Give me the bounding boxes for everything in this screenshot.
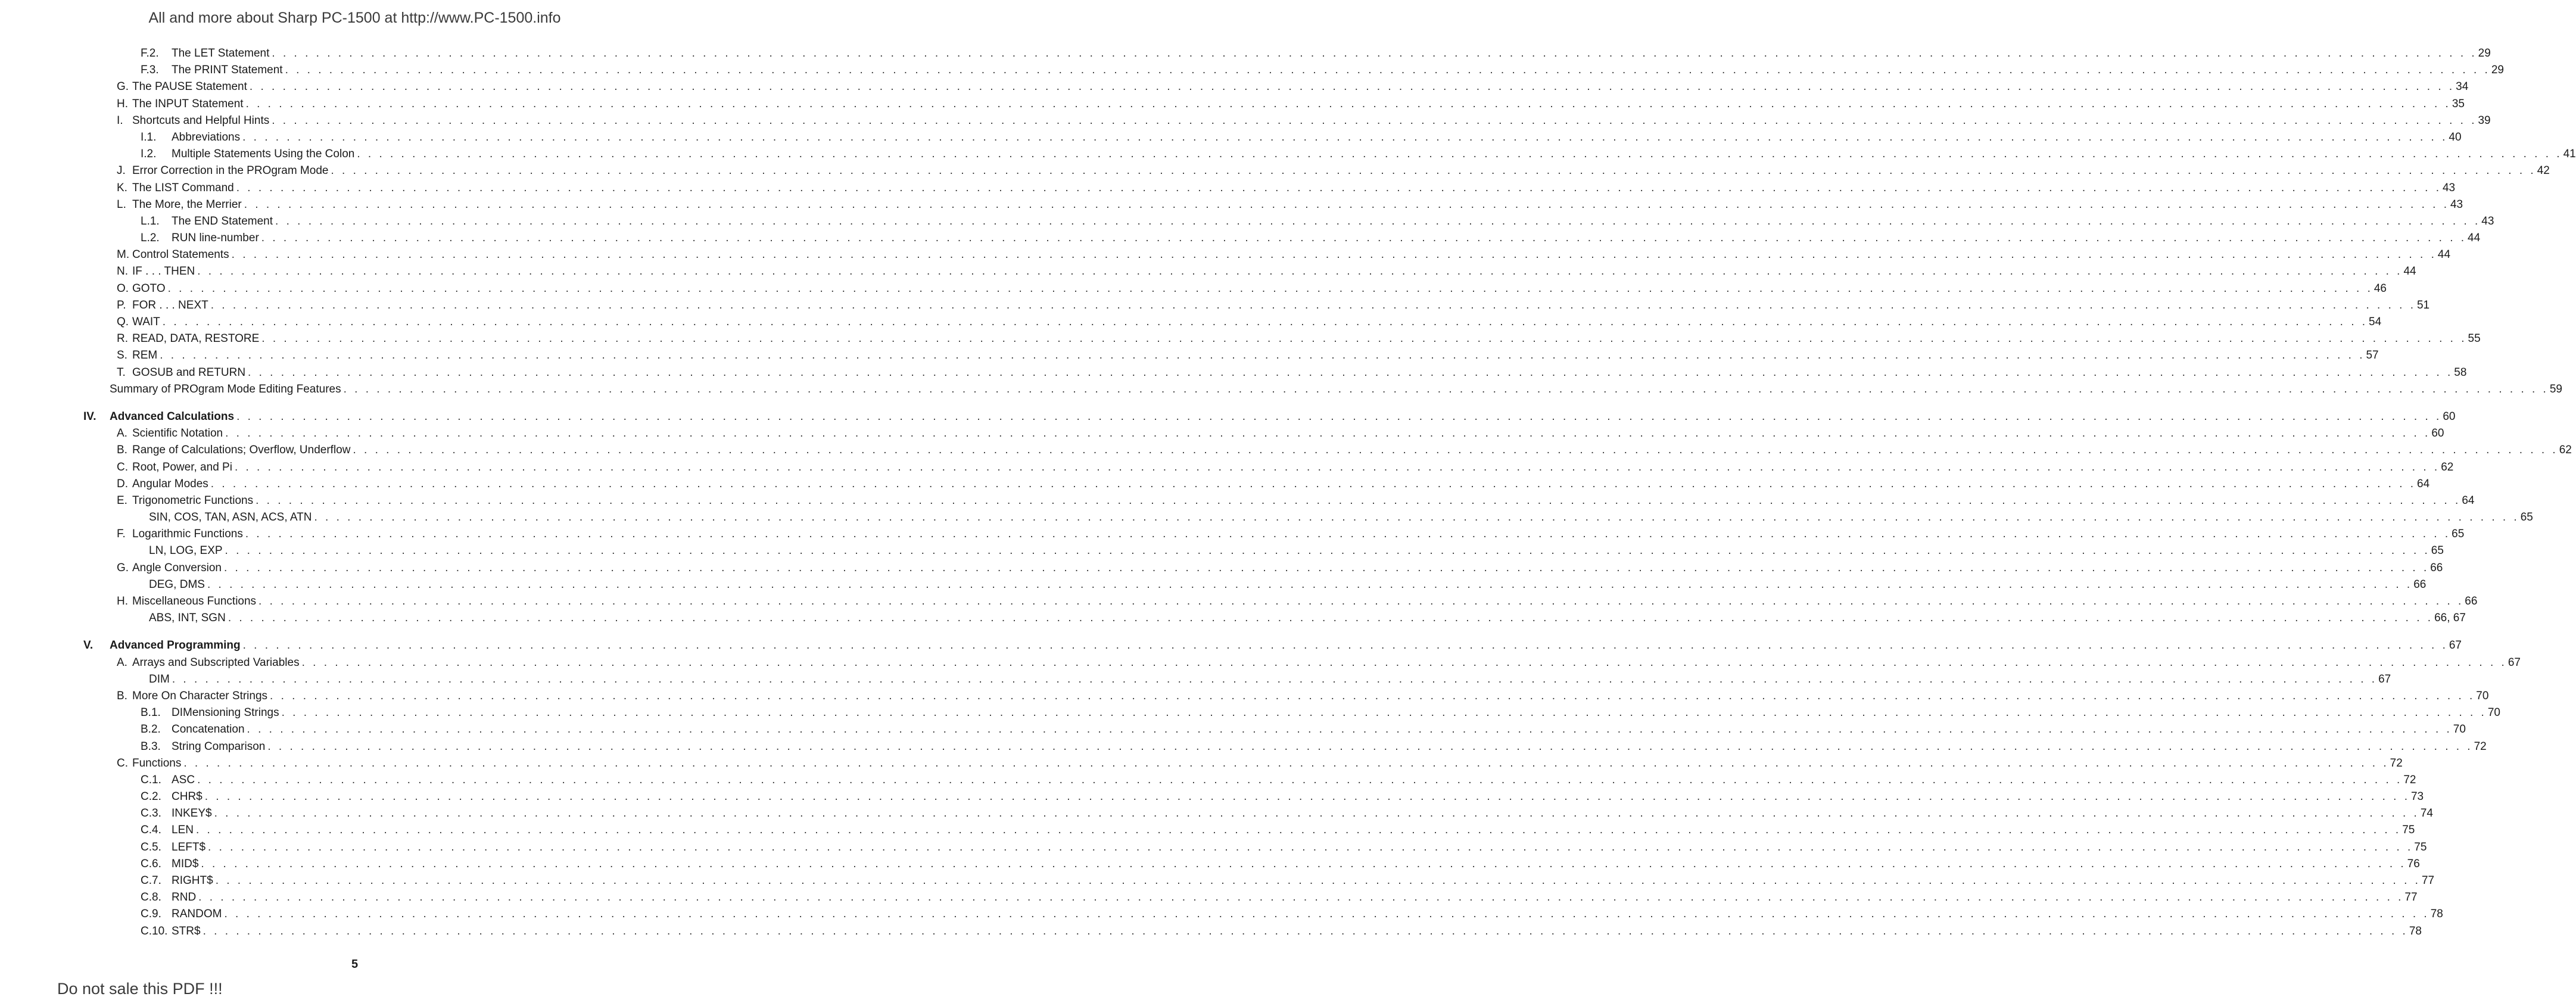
toc-entry-title: SIN, COS, TAN, ASN, ACS, ATN <box>149 509 314 526</box>
dot-leader: . . . . . . . . . . . . . . . . . . . . . . . . . . . . . . . . . . . . . . . . . . . . . . . . . . . . . . . . . . . . . . . . . . . . . . . . . . . . . . . . . . . . . . . . . . . . . . . . . . . . . . . . . . . . . . . . . . . . . . . . . . . . . . . . . . . . . . . . . . . . . . . . . . . . . . . . . . . . . . . . . . . . . . . . . . . . . . . . . . . . . . . . . . . . . . . . . . . . . . . . <box>256 494 2461 507</box>
toc-entry-label: C.8. <box>141 891 161 904</box>
toc-entry <box>83 146 2576 163</box>
toc-entry-label: F.2. <box>141 47 159 60</box>
toc-entry-title: Concatenation <box>172 721 247 738</box>
toc-entry-label: B.3. <box>141 740 161 753</box>
toc-entry-title: WAIT <box>132 314 163 331</box>
toc-entry-page: 43 <box>2441 180 2455 197</box>
toc-entry <box>83 493 2475 509</box>
toc-entry-label: O. <box>117 282 129 295</box>
toc-entry-label: D. <box>117 477 128 490</box>
toc-entry-page: 57 <box>2365 347 2378 364</box>
toc-entry-title: Advanced Programming <box>110 637 243 654</box>
toc-entry-label: C.7. <box>141 874 161 887</box>
toc-entry-label: B. <box>117 444 127 457</box>
toc-entry-title: The INPUT Statement <box>132 96 246 113</box>
dot-leader: . . . . . . . . . . . . . . . . . . . . . . . . . . . . . . . . . . . . . . . . . . . . . . . . . . . . . . . . . . . . . . . . . . . . . . . . . . . . . . . . . . . . . . . . . . . . . . . . . . . . . . . . . . . . . . . . . . . . . . . . . . . . . . . . . . . . . . . . . . . . . . . . . . . . . . . . . . . . . . . . . . . . . . . . . . . . . . . . . . . . . . . . . . . . . . . . . . . . . . . . <box>357 148 2562 161</box>
dot-leader: . . . . . . . . . . . . . . . . . . . . . . . . . . . . . . . . . . . . . . . . . . . . . . . . . . . . . . . . . . . . . . . . . . . . . . . . . . . . . . . . . . . . . . . . . . . . . . . . . . . . . . . . . . . . . . . . . . . . . . . . . . . . . . . . . . . . . . . . . . . . . . . . . . . . . . . . . . . . . . . . . . . . . . . . . . . . . . . . . . . . . . . . . . . . . . . . . . . . . . . . <box>172 672 2378 686</box>
toc-entry-label: S. <box>117 349 127 362</box>
toc-entry <box>83 509 2533 526</box>
toc-entry-title: DIM <box>149 671 172 688</box>
dot-leader: . . . . . . . . . . . . . . . . . . . . . . . . . . . . . . . . . . . . . . . . . . . . . . . . . . . . . . . . . . . . . . . . . . . . . . . . . . . . . . . . . . . . . . . . . . . . . . . . . . . . . . . . . . . . . . . . . . . . . . . . . . . . . . . . . . . . . . . . . . . . . . . . . . . . . . . . . . . . . . . . . . . . . . . . . . . . . . . . . . . . . . . . . . . . . . . . . . . . . . . . <box>214 807 2419 820</box>
dot-leader: . . . . . . . . . . . . . . . . . . . . . . . . . . . . . . . . . . . . . . . . . . . . . . . . . . . . . . . . . . . . . . . . . . . . . . . . . . . . . . . . . . . . . . . . . . . . . . . . . . . . . . . . . . . . . . . . . . . . . . . . . . . . . . . . . . . . . . . . . . . . . . . . . . . . . . . . . . . . . . . . . . . . . . . . . . . . . . . . . . . . . . . . . . . . . . . . . . . . . . . . <box>270 689 2475 702</box>
dot-leader: . . . . . . . . . . . . . . . . . . . . . . . . . . . . . . . . . . . . . . . . . . . . . . . . . . . . . . . . . . . . . . . . . . . . . . . . . . . . . . . . . . . . . . . . . . . . . . . . . . . . . . . . . . . . . . . . . . . . . . . . . . . . . . . . . . . . . . . . . . . . . . . . . . . . . . . . . . . . . . . . . . . . . . . . . . . . . . . . . . . . . . . . . . . . . . . . . . . . . . . . <box>242 639 2448 652</box>
toc-entry <box>83 560 2443 577</box>
dot-leader: . . . . . . . . . . . . . . . . . . . . . . . . . . . . . . . . . . . . . . . . . . . . . . . . . . . . . . . . . . . . . . . . . . . . . . . . . . . . . . . . . . . . . . . . . . . . . . . . . . . . . . . . . . . . . . . . . . . . . . . . . . . . . . . . . . . . . . . . . . . . . . . . . . . . . . . . . . . . . . . . . . . . . . . . . . . . . . . . . . . . . . . . . . . . . . . . . . . . . . . . <box>247 723 2452 736</box>
toc-entry <box>83 873 2435 889</box>
toc-entry-title: ASC <box>172 772 197 789</box>
toc-entry-title: REM <box>132 347 160 364</box>
toc-entry-page: 29 <box>2477 45 2491 62</box>
toc-entry-label: L. <box>117 198 126 211</box>
dot-leader: . . . . . . . . . . . . . . . . . . . . . . . . . . . . . . . . . . . . . . . . . . . . . . . . . . . . . . . . . . . . . . . . . . . . . . . . . . . . . . . . . . . . . . . . . . . . . . . . . . . . . . . . . . . . . . . . . . . . . . . . . . . . . . . . . . . . . . . . . . . . . . . . . . . . . . . . . . . . . . . . . . . . . . . . . . . . . . . . . . . . . . . . . . . . . . . . . . . . . . . . <box>248 366 2453 379</box>
dot-leader: . . . . . . . . . . . . . . . . . . . . . . . . . . . . . . . . . . . . . . . . . . . . . . . . . . . . . . . . . . . . . . . . . . . . . . . . . . . . . . . . . . . . . . . . . . . . . . . . . . . . . . . . . . . . . . . . . . . . . . . . . . . . . . . . . . . . . . . . . . . . . . . . . . . . . . . . . . . . . . . . . . . . . . . . . . . . . . . . . . . . . . . . . . . . . . . . . . . . . . . . <box>204 790 2410 803</box>
toc-entry-page: 70 <box>2452 721 2466 738</box>
toc-entry-label: N. <box>117 265 128 278</box>
toc-entry-title: RUN line-number <box>172 230 261 247</box>
toc-entry-title: Trigonometric Functions <box>132 493 256 509</box>
toc-entry <box>83 96 2465 113</box>
toc-entry-page: 43 <box>2449 197 2463 213</box>
toc-entry-title: Arrays and Subscripted Variables <box>132 655 302 671</box>
dot-leader: . . . . . . . . . . . . . . . . . . . . . . . . . . . . . . . . . . . . . . . . . . . . . . . . . . . . . . . . . . . . . . . . . . . . . . . . . . . . . . . . . . . . . . . . . . . . . . . . . . . . . . . . . . . . . . . . . . . . . . . . . . . . . . . . . . . . . . . . . . . . . . . . . . . . . . . . . . . . . . . . . . . . . . . . . . . . . . . . . . . . . . . . . . . . . . . . . . . . . . . . <box>228 612 2434 625</box>
toc-entry-label: H. <box>117 595 128 608</box>
toc-entry <box>83 180 2456 197</box>
dot-leader: . . . . . . . . . . . . . . . . . . . . . . . . . . . . . . . . . . . . . . . . . . . . . . . . . . . . . . . . . . . . . . . . . . . . . . . . . . . . . . . . . . . . . . . . . . . . . . . . . . . . . . . . . . . . . . . . . . . . . . . . . . . . . . . . . . . . . . . . . . . . . . . . . . . . . . . . . . . . . . . . . . . . . . . . . . . . . . . . . . . . . . . . . . . . . . . . . . . . . . . . <box>353 444 2558 457</box>
dot-leader: . . . . . . . . . . . . . . . . . . . . . . . . . . . . . . . . . . . . . . . . . . . . . . . . . . . . . . . . . . . . . . . . . . . . . . . . . . . . . . . . . . . . . . . . . . . . . . . . . . . . . . . . . . . . . . . . . . . . . . . . . . . . . . . . . . . . . . . . . . . . . . . . . . . . . . . . . . . . . . . . . . . . . . . . . . . . . . . . . . . . . . . . . . . . . . . . . . . . . . . . <box>203 924 2408 937</box>
toc-entry-label: F.3. <box>141 64 159 77</box>
dot-leader: . . . . . . . . . . . . . . . . . . . . . . . . . . . . . . . . . . . . . . . . . . . . . . . . . . . . . . . . . . . . . . . . . . . . . . . . . . . . . . . . . . . . . . . . . . . . . . . . . . . . . . . . . . . . . . . . . . . . . . . . . . . . . . . . . . . . . . . . . . . . . . . . . . . . . . . . . . . . . . . . . . . . . . . . . . . . . . . . . . . . . . . . . . . . . . . . . . . . . . . . <box>245 528 2451 541</box>
dot-leader: . . . . . . . . . . . . . . . . . . . . . . . . . . . . . . . . . . . . . . . . . . . . . . . . . . . . . . . . . . . . . . . . . . . . . . . . . . . . . . . . . . . . . . . . . . . . . . . . . . . . . . . . . . . . . . . . . . . . . . . . . . . . . . . . . . . . . . . . . . . . . . . . . . . . . . . . . . . . . . . . . . . . . . . . . . . . . . . . . . . . . . . . . . . . . . . . . . . . . . . . <box>162 316 2368 328</box>
toc-entry <box>83 247 2451 263</box>
toc-entry-label: B. <box>117 689 127 702</box>
toc-entry-page: 66, 67 <box>2433 610 2466 627</box>
toc-entry-title: Scientific Notation <box>132 425 225 442</box>
toc-entry <box>83 45 2491 62</box>
dot-leader: . . . . . . . . . . . . . . . . . . . . . . . . . . . . . . . . . . . . . . . . . . . . . . . . . . . . . . . . . . . . . . . . . . . . . . . . . . . . . . . . . . . . . . . . . . . . . . . . . . . . . . . . . . . . . . . . . . . . . . . . . . . . . . . . . . . . . . . . . . . . . . . . . . . . . . . . . . . . . . . . . . . . . . . . . . . . . . . . . . . . . . . . . . . . . . . . . . . . . . . . <box>197 773 2403 786</box>
toc-entry-page: 65 <box>2430 543 2444 559</box>
toc-entry-label: E. <box>117 494 127 507</box>
toc-entry <box>83 637 2462 654</box>
toc-entry-title: IF . . . THEN <box>132 263 197 280</box>
toc-entry-page: 77 <box>2421 873 2434 889</box>
toc-entry-title: Shortcuts and Helpful Hints <box>132 113 272 129</box>
toc-entry-page: 74 <box>2419 805 2433 822</box>
dot-leader: . . . . . . . . . . . . . . . . . . . . . . . . . . . . . . . . . . . . . . . . . . . . . . . . . . . . . . . . . . . . . . . . . . . . . . . . . . . . . . . . . . . . . . . . . . . . . . . . . . . . . . . . . . . . . . . . . . . . . . . . . . . . . . . . . . . . . . . . . . . . . . . . . . . . . . . . . . . . . . . . . . . . . . . . . . . . . . . . . . . . . . . . . . . . . . . . . . . . . . . . <box>167 282 2373 295</box>
toc-entry <box>83 442 2572 459</box>
toc-entry-page: 66 <box>2429 560 2443 577</box>
toc-entry-label: R. <box>117 332 128 345</box>
dot-leader: . . . . . . . . . . . . . . . . . . . . . . . . . . . . . . . . . . . . . . . . . . . . . . . . . . . . . . . . . . . . . . . . . . . . . . . . . . . . . . . . . . . . . . . . . . . . . . . . . . . . . . . . . . . . . . . . . . . . . . . . . . . . . . . . . . . . . . . . . . . . . . . . . . . . . . . . . . . . . . . . . . . . . . . . . . . . . . . . . . . . . . . . . . . . . . . . . . . . . . . . <box>234 460 2440 474</box>
toc-entry-page: 72 <box>2389 755 2403 772</box>
dot-leader: . . . . . . . . . . . . . . . . . . . . . . . . . . . . . . . . . . . . . . . . . . . . . . . . . . . . . . . . . . . . . . . . . . . . . . . . . . . . . . . . . . . . . . . . . . . . . . . . . . . . . . . . . . . . . . . . . . . . . . . . . . . . . . . . . . . . . . . . . . . . . . . . . . . . . . . . . . . . . . . . . . . . . . . . . . . . . . . . . . . . . . . . . . . . . . . . . . . . . . . . <box>242 130 2448 144</box>
dot-leader: . . . . . . . . . . . . . . . . . . . . . . . . . . . . . . . . . . . . . . . . . . . . . . . . . . . . . . . . . . . . . . . . . . . . . . . . . . . . . . . . . . . . . . . . . . . . . . . . . . . . . . . . . . . . . . . . . . . . . . . . . . . . . . . . . . . . . . . . . . . . . . . . . . . . . . . . . . . . . . . . . . . . . . . . . . . . . . . . . . . . . . . . . . . . . . . . . . . . . . . . <box>272 114 2477 127</box>
dot-leader: . . . . . . . . . . . . . . . . . . . . . . . . . . . . . . . . . . . . . . . . . . . . . . . . . . . . . . . . . . . . . . . . . . . . . . . . . . . . . . . . . . . . . . . . . . . . . . . . . . . . . . . . . . . . . . . . . . . . . . . . . . . . . . . . . . . . . . . . . . . . . . . . . . . . . . . . . . . . . . . . . . . . . . . . . . . . . . . . . . . . . . . . . . . . . . . . . . . . . . . . <box>275 214 2481 228</box>
toc-entry-label: C.3. <box>141 807 161 820</box>
toc-entry-title: The PRINT Statement <box>172 62 285 79</box>
toc-entry-label: V. <box>83 639 94 652</box>
toc-entry <box>83 705 2500 721</box>
toc-entry <box>83 213 2494 230</box>
toc-entry-label: C.1. <box>141 773 161 786</box>
toc-entry-title: Logarithmic Functions <box>132 526 245 543</box>
toc-entry-page: 39 <box>2477 113 2490 129</box>
toc-entry <box>83 923 2422 940</box>
dot-leader: . . . . . . . . . . . . . . . . . . . . . . . . . . . . . . . . . . . . . . . . . . . . . . . . . . . . . . . . . . . . . . . . . . . . . . . . . . . . . . . . . . . . . . . . . . . . . . . . . . . . . . . . . . . . . . . . . . . . . . . . . . . . . . . . . . . . . . . . . . . . . . . . . . . . . . . . . . . . . . . . . . . . . . . . . . . . . . . . . . . . . . . . . . . . . . . . . . . . . . . . <box>208 840 2413 854</box>
toc-entry-title: Summary of PROgram Mode Editing Features <box>110 381 344 398</box>
toc-entry <box>83 230 2481 247</box>
toc-entry <box>83 129 2462 146</box>
toc-entry-page: 54 <box>2368 314 2381 331</box>
toc-entry-title: LN, LOG, EXP <box>149 543 225 559</box>
toc-entry-label: B.1. <box>141 706 161 719</box>
dot-leader: . . . . . . . . . . . . . . . . . . . . . . . . . . . . . . . . . . . . . . . . . . . . . . . . . . . . . . . . . . . . . . . . . . . . . . . . . . . . . . . . . . . . . . . . . . . . . . . . . . . . . . . . . . . . . . . . . . . . . . . . . . . . . . . . . . . . . . . . . . . . . . . . . . . . . . . . . . . . . . . . . . . . . . . . . . . . . . . . . . . . . . . . . . . . . . . . . . . . . . . . <box>258 595 2464 608</box>
toc-entry-label: I.2. <box>141 148 157 161</box>
toc-entry-label: C. <box>117 460 128 474</box>
toc-entry-page: 76 <box>2406 856 2420 873</box>
toc-entry-title: The END Statement <box>172 213 275 230</box>
table-of-contents <box>83 45 2576 940</box>
toc-entry <box>83 526 2465 543</box>
toc-entry <box>83 906 2443 923</box>
toc-entry-title: The LET Statement <box>172 45 272 62</box>
toc-entry-page: 67 <box>2377 671 2391 688</box>
dot-leader: . . . . . . . . . . . . . . . . . . . . . . . . . . . . . . . . . . . . . . . . . . . . . . . . . . . . . . . . . . . . . . . . . . . . . . . . . . . . . . . . . . . . . . . . . . . . . . . . . . . . . . . . . . . . . . . . . . . . . . . . . . . . . . . . . . . . . . . . . . . . . . . . . . . . . . . . . . . . . . . . . . . . . . . . . . . . . . . . . . . . . . . . . . . . . . . . . . . . . . . . <box>272 47 2477 60</box>
toc-entry-title: Multiple Statements Using the Colon <box>172 146 357 163</box>
toc-entry <box>83 577 2427 593</box>
dot-leader: . . . . . . . . . . . . . . . . . . . . . . . . . . . . . . . . . . . . . . . . . . . . . . . . . . . . . . . . . . . . . . . . . . . . . . . . . . . . . . . . . . . . . . . . . . . . . . . . . . . . . . . . . . . . . . . . . . . . . . . . . . . . . . . . . . . . . . . . . . . . . . . . . . . . . . . . . . . . . . . . . . . . . . . . . . . . . . . . . . . . . . . . . . . . . . . . . . . . . . . . <box>245 97 2451 110</box>
toc-entry-page: 44 <box>2466 230 2480 247</box>
toc-entry-title: RANDOM <box>172 906 224 923</box>
toc-entry-label: IV. <box>83 410 96 423</box>
toc-entry-page: 35 <box>2451 96 2465 113</box>
dot-leader: . . . . . . . . . . . . . . . . . . . . . . . . . . . . . . . . . . . . . . . . . . . . . . . . . . . . . . . . . . . . . . . . . . . . . . . . . . . . . . . . . . . . . . . . . . . . . . . . . . . . . . . . . . . . . . . . . . . . . . . . . . . . . . . . . . . . . . . . . . . . . . . . . . . . . . . . . . . . . . . . . . . . . . . . . . . . . . . . . . . . . . . . . . . . . . . . . . . . . . . . <box>267 740 2473 753</box>
dot-leader: . . . . . . . . . . . . . . . . . . . . . . . . . . . . . . . . . . . . . . . . . . . . . . . . . . . . . . . . . . . . . . . . . . . . . . . . . . . . . . . . . . . . . . . . . . . . . . . . . . . . . . . . . . . . . . . . . . . . . . . . . . . . . . . . . . . . . . . . . . . . . . . . . . . . . . . . . . . . . . . . . . . . . . . . . . . . . . . . . . . . . . . . . . . . . . . . . . . . . . . . <box>197 265 2403 278</box>
toc-entry <box>83 263 2416 280</box>
toc-entry-label: Q. <box>117 316 129 328</box>
toc-entry <box>83 655 2521 671</box>
toc-entry-label: F. <box>117 528 126 541</box>
toc-entry-label: G. <box>117 80 129 94</box>
toc-entry <box>83 459 2454 476</box>
toc-entry <box>83 856 2420 873</box>
toc-entry <box>83 425 2444 442</box>
toc-entry <box>83 772 2416 789</box>
dot-leader: . . . . . . . . . . . . . . . . . . . . . . . . . . . . . . . . . . . . . . . . . . . . . . . . . . . . . . . . . . . . . . . . . . . . . . . . . . . . . . . . . . . . . . . . . . . . . . . . . . . . . . . . . . . . . . . . . . . . . . . . . . . . . . . . . . . . . . . . . . . . . . . . . . . . . . . . . . . . . . . . . . . . . . . . . . . . . . . . . . . . . . . . . . . . . . . . . . . . . . . . <box>261 232 2467 245</box>
toc-entry-page: 62 <box>2440 459 2453 476</box>
dot-leader: . . . . . . . . . . . . . . . . . . . . . . . . . . . . . . . . . . . . . . . . . . . . . . . . . . . . . . . . . . . . . . . . . . . . . . . . . . . . . . . . . . . . . . . . . . . . . . . . . . . . . . . . . . . . . . . . . . . . . . . . . . . . . . . . . . . . . . . . . . . . . . . . . . . . . . . . . . . . . . . . . . . . . . . . . . . . . . . . . . . . . . . . . . . . . . . . . . . . . . . . <box>249 80 2455 94</box>
toc-entry-page: 77 <box>2403 889 2417 906</box>
toc-entry <box>83 281 2387 297</box>
dot-leader: . . . . . . . . . . . . . . . . . . . . . . . . . . . . . . . . . . . . . . . . . . . . . . . . . . . . . . . . . . . . . . . . . . . . . . . . . . . . . . . . . . . . . . . . . . . . . . . . . . . . . . . . . . . . . . . . . . . . . . . . . . . . . . . . . . . . . . . . . . . . . . . . . . . . . . . . . . . . . . . . . . . . . . . . . . . . . . . . . . . . . . . . . . . . . . . . . . . . . . . . <box>210 298 2416 312</box>
toc-entry-label: C.10. <box>141 924 168 937</box>
dot-leader: . . . . . . . . . . . . . . . . . . . . . . . . . . . . . . . . . . . . . . . . . . . . . . . . . . . . . . . . . . . . . . . . . . . . . . . . . . . . . . . . . . . . . . . . . . . . . . . . . . . . . . . . . . . . . . . . . . . . . . . . . . . . . . . . . . . . . . . . . . . . . . . . . . . . . . . . . . . . . . . . . . . . . . . . . . . . . . . . . . . . . . . . . . . . . . . . . . . . . . . . <box>225 427 2431 440</box>
toc-entry-page: 64 <box>2460 493 2474 509</box>
toc-entry-label: C.5. <box>141 840 161 854</box>
toc-entry <box>83 381 2562 398</box>
toc-entry <box>83 197 2463 213</box>
toc-entry <box>83 297 2430 314</box>
toc-entry-label: C. <box>117 756 128 770</box>
toc-entry-page: 44 <box>2437 247 2450 263</box>
toc-entry-title: STR$ <box>172 923 203 940</box>
dot-leader: . . . . . . . . . . . . . . . . . . . . . . . . . . . . . . . . . . . . . . . . . . . . . . . . . . . . . . . . . . . . . . . . . . . . . . . . . . . . . . . . . . . . . . . . . . . . . . . . . . . . . . . . . . . . . . . . . . . . . . . . . . . . . . . . . . . . . . . . . . . . . . . . . . . . . . . . . . . . . . . . . . . . . . . . . . . . . . . . . . . . . . . . . . . . . . . . . . . . . . . . <box>215 874 2421 887</box>
toc-entry-title: DIMensioning Strings <box>172 705 282 721</box>
toc-entry-page: 72 <box>2473 739 2487 755</box>
toc-entry-page: 51 <box>2416 297 2429 314</box>
toc-entry-label: C.2. <box>141 790 161 803</box>
toc-entry-title: FOR . . . NEXT <box>132 297 211 314</box>
toc-entry-title: RND <box>172 889 198 906</box>
toc-entry-page: 64 <box>2416 476 2429 493</box>
toc-entry-page: 59 <box>2549 381 2562 398</box>
toc-entry <box>83 739 2487 755</box>
toc-entry <box>83 314 2382 331</box>
toc-entry-title: LEN <box>172 822 196 839</box>
toc-entry-page: 70 <box>2475 688 2488 705</box>
toc-entry-title: The PAUSE Statement <box>132 79 250 95</box>
dot-leader: . . . . . . . . . . . . . . . . . . . . . . . . . . . . . . . . . . . . . . . . . . . . . . . . . . . . . . . . . . . . . . . . . . . . . . . . . . . . . . . . . . . . . . . . . . . . . . . . . . . . . . . . . . . . . . . . . . . . . . . . . . . . . . . . . . . . . . . . . . . . . . . . . . . . . . . . . . . . . . . . . . . . . . . . . . . . . . . . . . . . . . . . . . . . . . . . . . . . . . . . <box>261 332 2467 345</box>
toc-entry-label: B.2. <box>141 723 161 736</box>
toc-entry-page: 41 <box>2562 146 2576 163</box>
dot-leader: . . . . . . . . . . . . . . . . . . . . . . . . . . . . . . . . . . . . . . . . . . . . . . . . . . . . . . . . . . . . . . . . . . . . . . . . . . . . . . . . . . . . . . . . . . . . . . . . . . . . . . . . . . . . . . . . . . . . . . . . . . . . . . . . . . . . . . . . . . . . . . . . . . . . . . . . . . . . . . . . . . . . . . . . . . . . . . . . . . . . . . . . . . . . . . . . . . . . . . . . <box>343 382 2549 395</box>
toc-entry-title: Angular Modes <box>132 476 211 493</box>
toc-entry <box>83 671 2391 688</box>
dot-leader: . . . . . . . . . . . . . . . . . . . . . . . . . . . . . . . . . . . . . . . . . . . . . . . . . . . . . . . . . . . . . . . . . . . . . . . . . . . . . . . . . . . . . . . . . . . . . . . . . . . . . . . . . . . . . . . . . . . . . . . . . . . . . . . . . . . . . . . . . . . . . . . . . . . . . . . . . . . . . . . . . . . . . . . . . . . . . . . . . . . . . . . . . . . . . . . . . . . . . . . . <box>331 164 2536 177</box>
toc-entry-label: I.1. <box>141 130 157 144</box>
dot-leader: . . . . . . . . . . . . . . . . . . . . . . . . . . . . . . . . . . . . . . . . . . . . . . . . . . . . . . . . . . . . . . . . . . . . . . . . . . . . . . . . . . . . . . . . . . . . . . . . . . . . . . . . . . . . . . . . . . . . . . . . . . . . . . . . . . . . . . . . . . . . . . . . . . . . . . . . . . . . . . . . . . . . . . . . . . . . . . . . . . . . . . . . . . . . . . . . . . . . . . . . <box>210 477 2416 490</box>
toc-entry-label: A. <box>117 656 127 669</box>
toc-entry-title: Angle Conversion <box>132 560 224 577</box>
toc-entry <box>83 789 2424 805</box>
toc-entry-page: 60 <box>2430 425 2444 442</box>
toc-entry <box>83 331 2481 347</box>
toc-entry-title: More On Character Strings <box>132 688 270 705</box>
toc-entry-label: I. <box>117 114 123 127</box>
dot-leader: . . . . . . . . . . . . . . . . . . . . . . . . . . . . . . . . . . . . . . . . . . . . . . . . . . . . . . . . . . . . . . . . . . . . . . . . . . . . . . . . . . . . . . . . . . . . . . . . . . . . . . . . . . . . . . . . . . . . . . . . . . . . . . . . . . . . . . . . . . . . . . . . . . . . . . . . . . . . . . . . . . . . . . . . . . . . . . . . . . . . . . . . . . . . . . . . . . . . . . . . <box>224 908 2429 921</box>
toc-entry-page: 43 <box>2480 213 2494 230</box>
toc-entry-title: RIGHT$ <box>172 873 216 889</box>
toc-entry-page: 73 <box>2410 789 2424 805</box>
toc-entry-page: 72 <box>2402 772 2416 789</box>
page-header: All and more about Sharp PC-1500 at http://www.PC-1500.info <box>148 10 561 26</box>
toc-entry-label: P. <box>117 298 126 312</box>
dot-leader: . . . . . . . . . . . . . . . . . . . . . . . . . . . . . . . . . . . . . . . . . . . . . . . . . . . . . . . . . . . . . . . . . . . . . . . . . . . . . . . . . . . . . . . . . . . . . . . . . . . . . . . . . . . . . . . . . . . . . . . . . . . . . . . . . . . . . . . . . . . . . . . . . . . . . . . . . . . . . . . . . . . . . . . . . . . . . . . . . . . . . . . . . . . . . . . . . . . . . . . . <box>281 706 2487 719</box>
toc-entry-title: CHR$ <box>172 789 205 805</box>
toc-entry-title: Abbreviations <box>172 129 242 146</box>
toc-entry <box>83 543 2444 559</box>
toc-entry-title: ABS, INT, SGN <box>149 610 228 627</box>
dot-leader: . . . . . . . . . . . . . . . . . . . . . . . . . . . . . . . . . . . . . . . . . . . . . . . . . . . . . . . . . . . . . . . . . . . . . . . . . . . . . . . . . . . . . . . . . . . . . . . . . . . . . . . . . . . . . . . . . . . . . . . . . . . . . . . . . . . . . . . . . . . . . . . . . . . . . . . . . . . . . . . . . . . . . . . . . . . . . . . . . . . . . . . . . . . . . . . . . . . . . . . . <box>201 857 2406 870</box>
dot-leader: . . . . . . . . . . . . . . . . . . . . . . . . . . . . . . . . . . . . . . . . . . . . . . . . . . . . . . . . . . . . . . . . . . . . . . . . . . . . . . . . . . . . . . . . . . . . . . . . . . . . . . . . . . . . . . . . . . . . . . . . . . . . . . . . . . . . . . . . . . . . . . . . . . . . . . . . . . . . . . . . . . . . . . . . . . . . . . . . . . . . . . . . . . . . . . . . . . . . . . . . <box>195 824 2401 837</box>
toc-entry-page: 55 <box>2467 331 2481 347</box>
dot-leader: . . . . . . . . . . . . . . . . . . . . . . . . . . . . . . . . . . . . . . . . . . . . . . . . . . . . . . . . . . . . . . . . . . . . . . . . . . . . . . . . . . . . . . . . . . . . . . . . . . . . . . . . . . . . . . . . . . . . . . . . . . . . . . . . . . . . . . . . . . . . . . . . . . . . . . . . . . . . . . . . . . . . . . . . . . . . . . . . . . . . . . . . . . . . . . . . . . . . . . . . <box>236 410 2442 423</box>
toc-entry-page: 75 <box>2413 839 2427 856</box>
toc-entry <box>83 113 2491 129</box>
toc-entry-label: L.1. <box>141 214 160 228</box>
dot-leader: . . . . . . . . . . . . . . . . . . . . . . . . . . . . . . . . . . . . . . . . . . . . . . . . . . . . . . . . . . . . . . . . . . . . . . . . . . . . . . . . . . . . . . . . . . . . . . . . . . . . . . . . . . . . . . . . . . . . . . . . . . . . . . . . . . . . . . . . . . . . . . . . . . . . . . . . . . . . . . . . . . . . . . . . . . . . . . . . . . . . . . . . . . . . . . . . . . . . . . . . <box>207 578 2413 591</box>
toc-entry-label: C.6. <box>141 857 161 870</box>
toc-entry-label: G. <box>117 561 129 574</box>
toc-entry <box>83 688 2489 705</box>
toc-entry-title: MID$ <box>172 856 201 873</box>
toc-entry-title: String Comparison <box>172 739 267 755</box>
toc-entry-title: LEFT$ <box>172 839 208 856</box>
dot-leader: . . . . . . . . . . . . . . . . . . . . . . . . . . . . . . . . . . . . . . . . . . . . . . . . . . . . . . . . . . . . . . . . . . . . . . . . . . . . . . . . . . . . . . . . . . . . . . . . . . . . . . . . . . . . . . . . . . . . . . . . . . . . . . . . . . . . . . . . . . . . . . . . . . . . . . . . . . . . . . . . . . . . . . . . . . . . . . . . . . . . . . . . . . . . . . . . . . . . . . . . <box>183 756 2389 770</box>
dot-leader: . . . . . . . . . . . . . . . . . . . . . . . . . . . . . . . . . . . . . . . . . . . . . . . . . . . . . . . . . . . . . . . . . . . . . . . . . . . . . . . . . . . . . . . . . . . . . . . . . . . . . . . . . . . . . . . . . . . . . . . . . . . . . . . . . . . . . . . . . . . . . . . . . . . . . . . . . . . . . . . . . . . . . . . . . . . . . . . . . . . . . . . . . . . . . . . . . . . . . . . . <box>314 511 2519 524</box>
dot-leader: . . . . . . . . . . . . . . . . . . . . . . . . . . . . . . . . . . . . . . . . . . . . . . . . . . . . . . . . . . . . . . . . . . . . . . . . . . . . . . . . . . . . . . . . . . . . . . . . . . . . . . . . . . . . . . . . . . . . . . . . . . . . . . . . . . . . . . . . . . . . . . . . . . . . . . . . . . . . . . . . . . . . . . . . . . . . . . . . . . . . . . . . . . . . . . . . . . . . . . . . <box>236 181 2441 194</box>
toc-entry-page: 75 <box>2401 822 2415 839</box>
toc-entry-page: 40 <box>2447 129 2461 146</box>
page-number: 5 <box>351 958 359 971</box>
toc-entry-page: 66 <box>2412 577 2426 593</box>
toc-entry-label: H. <box>117 97 128 110</box>
toc-entry <box>83 347 2379 364</box>
dot-leader: . . . . . . . . . . . . . . . . . . . . . . . . . . . . . . . . . . . . . . . . . . . . . . . . . . . . . . . . . . . . . . . . . . . . . . . . . . . . . . . . . . . . . . . . . . . . . . . . . . . . . . . . . . . . . . . . . . . . . . . . . . . . . . . . . . . . . . . . . . . . . . . . . . . . . . . . . . . . . . . . . . . . . . . . . . . . . . . . . . . . . . . . . . . . . . . . . . . . . . . . <box>198 891 2404 904</box>
toc-entry <box>83 721 2466 738</box>
toc-entry-title: GOSUB and RETURN <box>132 365 248 381</box>
toc-entry <box>83 889 2418 906</box>
dot-leader: . . . . . . . . . . . . . . . . . . . . . . . . . . . . . . . . . . . . . . . . . . . . . . . . . . . . . . . . . . . . . . . . . . . . . . . . . . . . . . . . . . . . . . . . . . . . . . . . . . . . . . . . . . . . . . . . . . . . . . . . . . . . . . . . . . . . . . . . . . . . . . . . . . . . . . . . . . . . . . . . . . . . . . . . . . . . . . . . . . . . . . . . . . . . . . . . . . . . . . . . <box>244 198 2449 211</box>
dot-leader: . . . . . . . . . . . . . . . . . . . . . . . . . . . . . . . . . . . . . . . . . . . . . . . . . . . . . . . . . . . . . . . . . . . . . . . . . . . . . . . . . . . . . . . . . . . . . . . . . . . . . . . . . . . . . . . . . . . . . . . . . . . . . . . . . . . . . . . . . . . . . . . . . . . . . . . . . . . . . . . . . . . . . . . . . . . . . . . . . . . . . . . . . . . . . . . . . . . . . . . . <box>231 248 2437 261</box>
toc-entry-title: Error Correction in the PROgram Mode <box>132 163 331 179</box>
toc-entry-label: T. <box>117 366 126 379</box>
toc-entry-page: 60 <box>2441 409 2455 425</box>
toc-entry-page: 66 <box>2463 593 2477 610</box>
dot-leader: . . . . . . . . . . . . . . . . . . . . . . . . . . . . . . . . . . . . . . . . . . . . . . . . . . . . . . . . . . . . . . . . . . . . . . . . . . . . . . . . . . . . . . . . . . . . . . . . . . . . . . . . . . . . . . . . . . . . . . . . . . . . . . . . . . . . . . . . . . . . . . . . . . . . . . . . . . . . . . . . . . . . . . . . . . . . . . . . . . . . . . . . . . . . . . . . . . . . . . . . <box>225 544 2430 557</box>
toc-entry-title: The LIST Command <box>132 180 236 197</box>
toc-entry-label: M. <box>117 248 130 261</box>
toc-entry-page: 67 <box>2507 655 2521 671</box>
toc-entry-page: 62 <box>2558 442 2572 459</box>
toc-entry-page: 67 <box>2448 637 2462 654</box>
toc-entry-title: INKEY$ <box>172 805 214 822</box>
toc-entry-page: 78 <box>2429 906 2443 923</box>
toc-entry-page: 29 <box>2490 62 2504 79</box>
toc-entry <box>83 610 2466 627</box>
dot-leader: . . . . . . . . . . . . . . . . . . . . . . . . . . . . . . . . . . . . . . . . . . . . . . . . . . . . . . . . . . . . . . . . . . . . . . . . . . . . . . . . . . . . . . . . . . . . . . . . . . . . . . . . . . . . . . . . . . . . . . . . . . . . . . . . . . . . . . . . . . . . . . . . . . . . . . . . . . . . . . . . . . . . . . . . . . . . . . . . . . . . . . . . . . . . . . . . . . . . . . . . <box>285 64 2490 77</box>
toc-entry-label: J. <box>117 164 126 177</box>
toc-entry-title: Miscellaneous Functions <box>132 593 258 610</box>
toc-entry-title: GOTO <box>132 281 168 297</box>
toc-entry-label: C.9. <box>141 908 161 921</box>
toc-entry-page: 42 <box>2536 163 2550 179</box>
toc-entry <box>83 365 2467 381</box>
toc-entry-label: L.2. <box>141 232 160 245</box>
toc-entry <box>83 593 2478 610</box>
dot-leader: . . . . . . . . . . . . . . . . . . . . . . . . . . . . . . . . . . . . . . . . . . . . . . . . . . . . . . . . . . . . . . . . . . . . . . . . . . . . . . . . . . . . . . . . . . . . . . . . . . . . . . . . . . . . . . . . . . . . . . . . . . . . . . . . . . . . . . . . . . . . . . . . . . . . . . . . . . . . . . . . . . . . . . . . . . . . . . . . . . . . . . . . . . . . . . . . . . . . . . . . <box>160 349 2365 362</box>
toc-entry-page: 34 <box>2454 79 2468 95</box>
toc-entry-title: DEG, DMS <box>149 577 207 593</box>
toc-entry-title: The More, the Merrier <box>132 197 244 213</box>
toc-entry-label: K. <box>117 181 127 194</box>
toc-entry <box>83 79 2469 95</box>
toc-entry-page: 65 <box>2450 526 2464 543</box>
toc-entry-title: Root, Power, and Pi <box>132 459 235 476</box>
toc-entry <box>83 409 2456 425</box>
toc-entry-page: 46 <box>2373 281 2387 297</box>
toc-entry <box>83 822 2415 839</box>
toc-entry-page: 58 <box>2453 365 2466 381</box>
toc-entry <box>83 805 2433 822</box>
toc-entry-page: 44 <box>2402 263 2416 280</box>
toc-entry <box>83 839 2427 856</box>
toc-entry-title: Range of Calculations; Overflow, Underflow <box>132 442 353 459</box>
toc-entry-page: 65 <box>2519 509 2533 526</box>
toc-entry <box>83 62 2504 79</box>
toc-entry-title: Functions <box>132 755 183 772</box>
toc-entry-page: 78 <box>2408 923 2422 940</box>
page-footer: Do not sale this PDF !!! <box>57 980 223 998</box>
toc-entry <box>83 163 2550 179</box>
dot-leader: . . . . . . . . . . . . . . . . . . . . . . . . . . . . . . . . . . . . . . . . . . . . . . . . . . . . . . . . . . . . . . . . . . . . . . . . . . . . . . . . . . . . . . . . . . . . . . . . . . . . . . . . . . . . . . . . . . . . . . . . . . . . . . . . . . . . . . . . . . . . . . . . . . . . . . . . . . . . . . . . . . . . . . . . . . . . . . . . . . . . . . . . . . . . . . . . . . . . . . . . <box>223 561 2429 574</box>
dot-leader: . . . . . . . . . . . . . . . . . . . . . . . . . . . . . . . . . . . . . . . . . . . . . . . . . . . . . . . . . . . . . . . . . . . . . . . . . . . . . . . . . . . . . . . . . . . . . . . . . . . . . . . . . . . . . . . . . . . . . . . . . . . . . . . . . . . . . . . . . . . . . . . . . . . . . . . . . . . . . . . . . . . . . . . . . . . . . . . . . . . . . . . . . . . . . . . . . . . . . . . . <box>301 656 2507 669</box>
toc-entry <box>83 476 2430 493</box>
toc-entry-title: Advanced Calculations <box>110 409 236 425</box>
toc-entry-title: READ, DATA, RESTORE <box>132 331 261 347</box>
toc-entry-label: A. <box>117 427 127 440</box>
toc-entry-page: 70 <box>2487 705 2500 721</box>
toc-entry <box>83 755 2403 772</box>
toc-entry-title: Control Statements <box>132 247 232 263</box>
toc-entry-label: C.4. <box>141 824 161 837</box>
